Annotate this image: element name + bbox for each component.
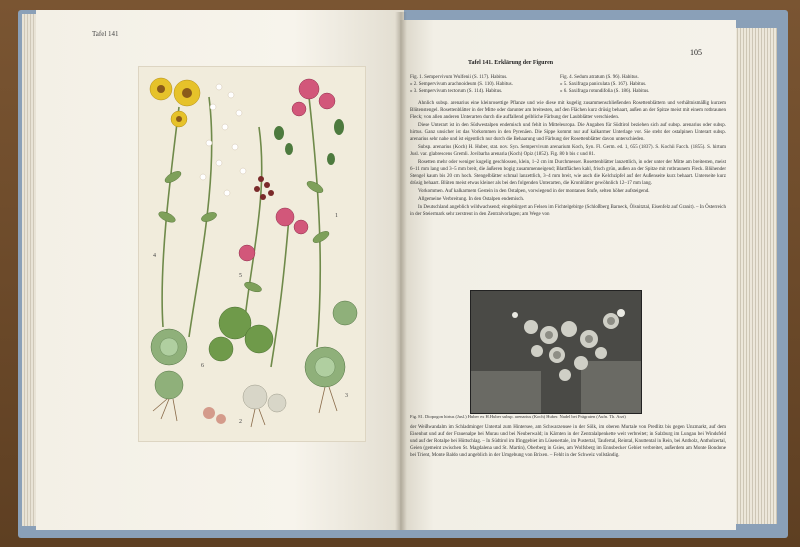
svg-text:3: 3	[345, 393, 348, 399]
svg-text:4: 4	[153, 253, 156, 259]
page-number: 105	[690, 48, 702, 57]
right-page-edges	[735, 28, 777, 524]
paragraph: In Deutschland angeblich wildwachsend; eingebürgert an Felsen im Fichtelgebirge (Schloßberg Barneck, Ölsnitztal, Eisenfelz auf Granit). – In Österreich in der Steiermark sehr zerstreut in den Zentralvorlagen; am Wege von	[410, 205, 726, 217]
svg-text:2: 2	[239, 419, 242, 425]
figure-entry: » 2. Sempervivum arachnoideum (S. 110). Habitus.	[410, 82, 513, 87]
book-gutter	[395, 12, 407, 530]
botanical-illustration	[139, 67, 365, 441]
body-text-lower	[410, 424, 726, 504]
botanical-plate	[138, 66, 366, 442]
figure-entry: » 3. Sempervivum tectorum (S. 114). Habitus.	[410, 89, 503, 94]
svg-text:5: 5	[239, 273, 242, 279]
figure-list-right	[560, 74, 649, 95]
figure-entry: » 6. Saxifraga rotundifolia (S. 186). Habitus.	[560, 89, 650, 94]
figure-entry: » 5. Saxifraga paniculata (S. 167). Habitus.	[560, 82, 647, 87]
paragraph: Subsp. arenarius (Koch) H. Huber, stat. nov. Syn. Sempervivum arenarium Koch, Syn. Fl. Germ. ed. 1, 655 (1837). S. Kochii Facch. (1855). S. hirtum Jusl. var. glabrescens Gremli. Jovibarba arenaria (Koch) Opiz (1852). Fig. 80 b bis c und 81.	[410, 145, 726, 157]
plate-label: Tafel 141	[92, 30, 119, 38]
svg-text:6: 6	[201, 363, 204, 369]
figure-entry: Fig. 4. Sedum atratum (S. 96). Habitus.	[560, 75, 639, 80]
paragraph: Vorkommen. Auf kalkarmem Gestein in den Ostalpen, vorwiegend in der montanen Stufe, selten höher aufsteigend.	[418, 189, 650, 194]
figure-entry: Fig. 1. Sempervivum Wulfenii (S. 117). Habitus.	[410, 75, 508, 80]
photo-caption: Fig. 81. Diopogon hirtus (Jusl.) Huber ex H.Huber subsp. arenarius (Koch) Huber. Nadel bei Prägraten (Aufn. Th. Arzt)	[410, 414, 626, 419]
paragraph: der Weißwandalm im Schladminger Untertal zum Hintersee, am Schwarzensee in der Sölk, im oberen Murtale von Predlitz bis gegen Unzmarkt, auf dem Eisenhut und auf der Frauenalpe bei Murau und bei Neuberwald; in Kärnten in der Zentralalpenkette weit verbreitet; in Salzburg im Lungau bei Windsfeld und auf der Rotalpe bei Hüttschlag. – In Südtirol im Ifinggebiet im Lüsenertale, im Pustertal, Taufertal, Reintal, Knuttental in Rein, bei Antholz, Antholzertal, Geien (gemeint zwischen St. Magdalena und St. Martin), Oberberg in Gsies, am Wolfsberg im Ennsbecker Gebiet verbreitet, außerdem am Monte Bondone bei Trient, Monte Baldo und angeblich in der Umgebung von Brixen. – Fehlt in der Schweiz vollständig.	[410, 425, 726, 458]
paragraph: Rosetten mehr oder weniger kugelig geschlossen, klein, 1–2 cm im Durchmesser. Rosettenblätter lanzettlich, in oder unter der Mitte am breitesten, meist 6–11 mm lang und 3–5 mm breit, die äußeren bogig zusammenneigend; Blattflächen kahl, frisch grün, außen an der Spitze mit rotbraunem Fleck. Blühender Stengel kaum bis 20 cm hoch. Stengelblätter schmal lanzettlich, 3–4 mm breit, wie auch die Kelchzipfel auf der Außenseite kurz behaart. Unterseite kurz drüsig behaart. Blüten meist etwas kleiner als bei den folgenden Unterarten, die Kronblätter gewöhnlich 12–17 mm lang.	[410, 160, 726, 186]
plate-heading: Tafel 141. Erklärung der Figuren	[468, 60, 554, 66]
body-text-upper	[410, 100, 726, 286]
rosette-photo	[470, 290, 642, 414]
figure-list-left	[410, 74, 513, 95]
photo-image	[471, 291, 641, 413]
svg-text:1: 1	[335, 213, 338, 219]
paragraph: Ähnlich subsp. arenarius eine kleinrosettige Pflanze und wie diese mit kugelig zusammenschließenden Rosettenblättern und verhältnismäßig kurzem Blütenstengel. Rosettenblätter in der Mitte oder darunter am breitesten, auf den Flächen kurz drüsig behaart, außen an der Spitze meist mit einem rotbraunen Fleck; von allen anderen Unterarten durch die auffallend gelbliche Färbung der Laubblätter verschieden.	[410, 101, 726, 120]
paragraph: Diese Unterart ist in den Südwestalpen endemisch und fehlt in Mitteleuropa. Die Angaben für Südtirol beziehen sich auf subsp. arenarius oder subsp. hirtus. Ganz unsicher ist das Vorkommen in den Pyrenäen. Die Sippe kommt nur auf kalkarmer Unterlage vor. Sie steht der ostalpinen Unterart subsp. arenarius sehr nahe und ist eigentlich nur durch die Behaarung und Färbung der Rosettenblätter davon unterschieden.	[410, 123, 726, 142]
paragraph: Allgemeine Verbreitung. In den Ostalpen endemisch.	[418, 197, 525, 202]
